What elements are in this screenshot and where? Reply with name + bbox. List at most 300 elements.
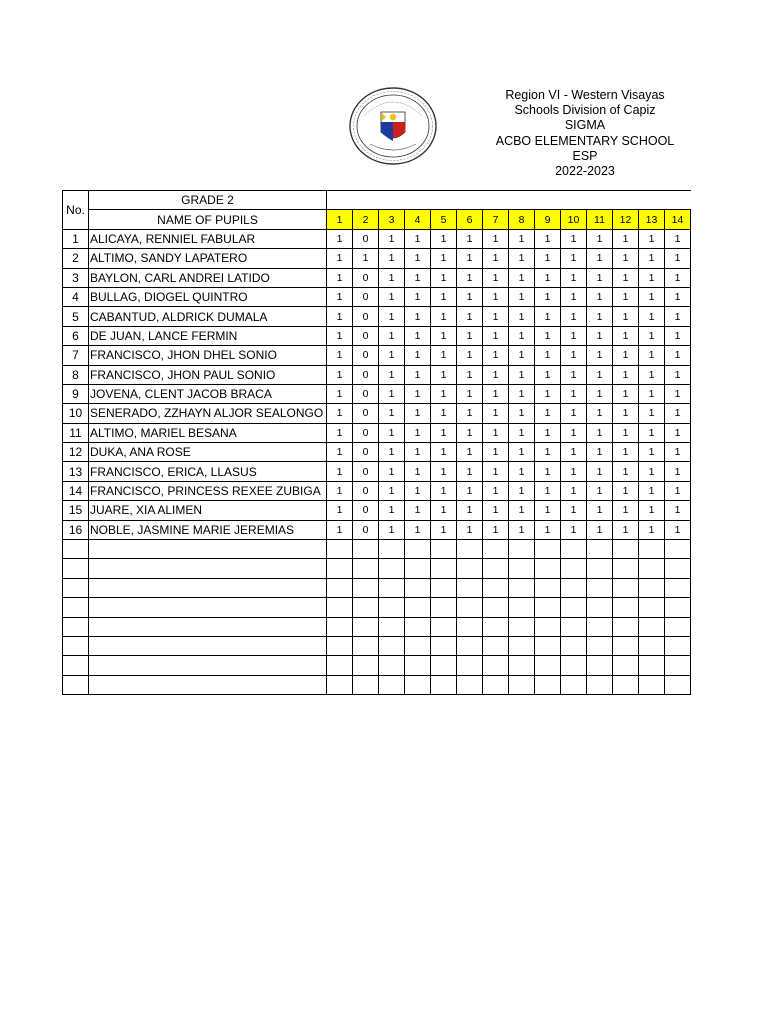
score-cell: 1 <box>509 423 535 442</box>
score-cell <box>613 617 639 636</box>
item-number-header: 12 <box>613 210 639 229</box>
score-cell: 0 <box>353 462 379 481</box>
score-cell: 1 <box>379 462 405 481</box>
score-cell <box>405 559 431 578</box>
score-cell <box>431 656 457 675</box>
score-cell <box>405 540 431 559</box>
score-cell: 1 <box>457 268 483 287</box>
score-cell <box>379 617 405 636</box>
pupil-row <box>63 423 691 442</box>
score-cell: 1 <box>483 307 509 326</box>
score-cell: 1 <box>405 326 431 345</box>
pupil-name: DE JUAN, LANCE FERMIN <box>89 326 327 345</box>
score-cell: 1 <box>613 501 639 520</box>
pupil-number: 16 <box>63 520 89 539</box>
score-cell: 1 <box>457 287 483 306</box>
pupil-number <box>63 617 89 636</box>
score-cell: 1 <box>613 307 639 326</box>
pupil-name: FRANCISCO, PRINCESS REXEE ZUBIGA <box>89 481 327 500</box>
score-cell: 0 <box>353 326 379 345</box>
pupil-row <box>63 578 691 597</box>
score-cell: 1 <box>483 346 509 365</box>
score-cell <box>353 617 379 636</box>
score-cell <box>561 656 587 675</box>
pupil-name <box>89 578 327 597</box>
pupil-number: 11 <box>63 423 89 442</box>
score-cell <box>431 617 457 636</box>
score-cell <box>431 598 457 617</box>
score-cell: 1 <box>457 481 483 500</box>
score-cell: 1 <box>535 268 561 287</box>
score-cell: 1 <box>561 423 587 442</box>
score-cell: 1 <box>561 501 587 520</box>
score-cell: 1 <box>665 443 691 462</box>
score-cell <box>509 598 535 617</box>
score-cell <box>457 598 483 617</box>
score-cell <box>561 617 587 636</box>
pupil-row <box>63 307 691 326</box>
score-cell: 1 <box>639 404 665 423</box>
score-cell <box>483 675 509 694</box>
score-cell <box>587 675 613 694</box>
score-cell <box>613 636 639 655</box>
score-cell <box>639 540 665 559</box>
score-cell: 1 <box>587 229 613 248</box>
pupil-number <box>63 675 89 694</box>
item-number-header: 4 <box>405 210 431 229</box>
score-cell: 1 <box>665 404 691 423</box>
score-cell: 1 <box>431 346 457 365</box>
score-cell: 1 <box>613 404 639 423</box>
pupil-row <box>63 268 691 287</box>
score-cell <box>353 598 379 617</box>
pupil-row <box>63 636 691 655</box>
score-cell: 0 <box>353 307 379 326</box>
score-cell: 1 <box>535 307 561 326</box>
item-number-header: 1 <box>327 210 353 229</box>
score-cell: 1 <box>561 249 587 268</box>
score-cell: 1 <box>639 384 665 403</box>
score-cell: 1 <box>639 307 665 326</box>
score-cell <box>587 617 613 636</box>
score-cell: 1 <box>405 307 431 326</box>
score-cell <box>353 636 379 655</box>
score-cell: 1 <box>639 268 665 287</box>
score-cell <box>457 540 483 559</box>
score-cell: 1 <box>665 384 691 403</box>
score-cell: 1 <box>379 287 405 306</box>
score-cell: 1 <box>405 365 431 384</box>
score-cell <box>665 675 691 694</box>
score-cell: 1 <box>587 307 613 326</box>
score-cell: 1 <box>639 287 665 306</box>
score-cell: 1 <box>509 384 535 403</box>
score-cell: 1 <box>613 443 639 462</box>
pupil-row <box>63 481 691 500</box>
pupil-row <box>63 520 691 539</box>
score-cell <box>327 598 353 617</box>
pupil-name <box>89 636 327 655</box>
score-cell: 1 <box>483 443 509 462</box>
score-cell: 1 <box>483 520 509 539</box>
score-cell: 1 <box>665 346 691 365</box>
score-cell: 1 <box>587 346 613 365</box>
score-cell <box>405 636 431 655</box>
score-cell: 1 <box>457 307 483 326</box>
score-cell: 1 <box>587 520 613 539</box>
score-cell <box>431 636 457 655</box>
score-cell: 1 <box>613 481 639 500</box>
score-cell: 1 <box>639 326 665 345</box>
score-cell <box>639 675 665 694</box>
score-cell: 1 <box>509 365 535 384</box>
score-cell: 1 <box>483 384 509 403</box>
score-cell <box>561 540 587 559</box>
pupil-number <box>63 559 89 578</box>
score-cell: 1 <box>639 229 665 248</box>
score-cell: 1 <box>613 268 639 287</box>
score-cell: 1 <box>327 326 353 345</box>
pupil-row <box>63 384 691 403</box>
score-cell: 1 <box>665 423 691 442</box>
score-cell <box>665 598 691 617</box>
pupil-name: ALTIMO, SANDY LAPATERO <box>89 249 327 268</box>
score-cell <box>327 540 353 559</box>
score-cell <box>639 617 665 636</box>
score-cell: 1 <box>327 365 353 384</box>
score-cell: 1 <box>405 346 431 365</box>
score-cell <box>613 540 639 559</box>
score-cell: 1 <box>561 404 587 423</box>
pupil-number: 13 <box>63 462 89 481</box>
score-cell: 1 <box>639 462 665 481</box>
deped-seal-logo <box>348 86 438 166</box>
score-cell: 1 <box>639 520 665 539</box>
score-cell <box>405 675 431 694</box>
score-cell: 1 <box>405 384 431 403</box>
score-cell: 1 <box>587 423 613 442</box>
score-cell <box>353 578 379 597</box>
score-cell: 1 <box>561 481 587 500</box>
score-cell: 1 <box>327 229 353 248</box>
score-cell: 1 <box>405 481 431 500</box>
score-cell: 1 <box>327 423 353 442</box>
score-cell: 1 <box>327 404 353 423</box>
pupil-row <box>63 346 691 365</box>
score-cell <box>535 540 561 559</box>
item-number-header: 7 <box>483 210 509 229</box>
score-cell: 1 <box>613 346 639 365</box>
score-cell: 1 <box>639 423 665 442</box>
pupil-number: 8 <box>63 365 89 384</box>
score-cell: 1 <box>431 520 457 539</box>
pupil-name: JUARE, XIA ALIMEN <box>89 501 327 520</box>
score-cell: 1 <box>665 268 691 287</box>
score-cell: 1 <box>379 249 405 268</box>
score-cell: 1 <box>379 326 405 345</box>
score-cell <box>431 675 457 694</box>
score-cell: 1 <box>483 249 509 268</box>
pupil-row <box>63 462 691 481</box>
score-cell: 1 <box>665 307 691 326</box>
score-cell: 1 <box>561 520 587 539</box>
score-cell: 1 <box>379 307 405 326</box>
score-cell <box>379 598 405 617</box>
score-cell: 1 <box>327 346 353 365</box>
score-cell <box>405 578 431 597</box>
score-cell: 1 <box>509 229 535 248</box>
header-division: Schools Division of Capiz <box>514 103 656 118</box>
score-cell: 1 <box>483 501 509 520</box>
score-cell: 1 <box>431 287 457 306</box>
score-cell: 1 <box>665 462 691 481</box>
score-sheet-table <box>62 190 691 695</box>
score-cell: 1 <box>379 268 405 287</box>
score-cell: 0 <box>353 520 379 539</box>
score-cell: 0 <box>353 384 379 403</box>
score-cell <box>483 578 509 597</box>
score-cell: 0 <box>353 481 379 500</box>
score-cell: 1 <box>665 501 691 520</box>
score-cell: 1 <box>535 481 561 500</box>
pupil-number <box>63 540 89 559</box>
score-cell: 1 <box>535 384 561 403</box>
score-cell: 1 <box>405 501 431 520</box>
pupil-name: DUKA, ANA ROSE <box>89 443 327 462</box>
score-cell: 1 <box>431 307 457 326</box>
pupil-row <box>63 287 691 306</box>
score-cell: 1 <box>665 365 691 384</box>
score-cell <box>535 617 561 636</box>
item-number-header: 9 <box>535 210 561 229</box>
score-cell <box>561 598 587 617</box>
score-cell: 1 <box>327 268 353 287</box>
score-cell: 1 <box>509 520 535 539</box>
score-cell: 1 <box>457 423 483 442</box>
score-cell: 1 <box>613 229 639 248</box>
score-cell: 1 <box>509 249 535 268</box>
score-cell: 1 <box>509 481 535 500</box>
score-cell: 1 <box>327 384 353 403</box>
score-cell <box>587 656 613 675</box>
header-subject: ESP <box>572 148 598 163</box>
score-cell <box>457 636 483 655</box>
score-cell <box>665 559 691 578</box>
score-cell: 1 <box>379 404 405 423</box>
score-cell <box>483 598 509 617</box>
pupil-name <box>89 540 327 559</box>
score-cell: 1 <box>613 384 639 403</box>
score-cell <box>613 675 639 694</box>
score-cell: 1 <box>509 462 535 481</box>
score-cell <box>327 559 353 578</box>
score-cell <box>431 540 457 559</box>
score-cell: 1 <box>639 501 665 520</box>
score-cell <box>509 559 535 578</box>
score-cell: 1 <box>405 249 431 268</box>
header-blank-area <box>327 191 691 210</box>
score-cell <box>379 540 405 559</box>
pupil-row <box>63 443 691 462</box>
score-cell: 1 <box>509 287 535 306</box>
score-cell: 1 <box>613 423 639 442</box>
score-cell: 1 <box>457 346 483 365</box>
score-cell <box>379 559 405 578</box>
score-cell: 1 <box>405 287 431 306</box>
score-cell: 1 <box>561 268 587 287</box>
score-cell: 1 <box>509 268 535 287</box>
pupil-row <box>63 249 691 268</box>
pupil-row <box>63 675 691 694</box>
score-cell: 1 <box>327 481 353 500</box>
score-cell: 1 <box>613 365 639 384</box>
score-cell: 1 <box>535 462 561 481</box>
score-cell: 1 <box>535 287 561 306</box>
score-cell <box>561 675 587 694</box>
score-cell: 1 <box>457 501 483 520</box>
item-number-header: 13 <box>639 210 665 229</box>
score-cell <box>327 578 353 597</box>
score-cell: 1 <box>457 404 483 423</box>
score-cell: 1 <box>483 268 509 287</box>
score-cell: 1 <box>535 326 561 345</box>
score-cell: 1 <box>535 404 561 423</box>
score-cell: 0 <box>353 501 379 520</box>
score-cell: 1 <box>587 365 613 384</box>
score-cell <box>327 675 353 694</box>
score-cell: 1 <box>327 443 353 462</box>
pupil-number <box>63 636 89 655</box>
score-cell <box>639 636 665 655</box>
score-cell: 0 <box>353 346 379 365</box>
score-cell: 1 <box>587 404 613 423</box>
score-cell <box>665 540 691 559</box>
score-cell: 1 <box>457 249 483 268</box>
score-cell: 1 <box>561 365 587 384</box>
score-cell <box>613 578 639 597</box>
item-number-header: 6 <box>457 210 483 229</box>
score-cell <box>457 578 483 597</box>
score-cell: 1 <box>379 443 405 462</box>
score-cell <box>509 675 535 694</box>
score-cell: 1 <box>431 481 457 500</box>
pupil-name <box>89 617 327 636</box>
pupil-row <box>63 617 691 636</box>
score-cell: 1 <box>639 249 665 268</box>
pupil-number <box>63 578 89 597</box>
score-cell <box>535 559 561 578</box>
score-cell <box>379 675 405 694</box>
pupil-name: FRANCISCO, ERICA, LLASUS <box>89 462 327 481</box>
score-cell: 1 <box>483 423 509 442</box>
score-cell: 0 <box>353 365 379 384</box>
score-cell: 1 <box>327 462 353 481</box>
score-cell: 1 <box>457 443 483 462</box>
score-cell <box>379 578 405 597</box>
score-cell: 0 <box>353 404 379 423</box>
score-cell: 1 <box>587 287 613 306</box>
no-header: No. <box>63 191 89 230</box>
pupil-number: 7 <box>63 346 89 365</box>
pupil-number: 4 <box>63 287 89 306</box>
score-cell: 1 <box>639 443 665 462</box>
pupil-row <box>63 598 691 617</box>
score-cell: 1 <box>535 423 561 442</box>
pupil-number: 2 <box>63 249 89 268</box>
header-school: ACBO ELEMENTARY SCHOOL <box>495 133 675 148</box>
item-number-header: 8 <box>509 210 535 229</box>
score-cell: 1 <box>405 268 431 287</box>
score-cell <box>587 598 613 617</box>
score-cell: 1 <box>327 249 353 268</box>
score-cell: 1 <box>509 326 535 345</box>
score-cell <box>561 578 587 597</box>
header-district: SIGMA <box>564 118 606 133</box>
score-cell <box>535 636 561 655</box>
score-cell: 1 <box>457 520 483 539</box>
score-cell <box>353 559 379 578</box>
score-cell: 1 <box>587 443 613 462</box>
score-cell: 1 <box>587 501 613 520</box>
score-cell <box>665 636 691 655</box>
score-cell: 1 <box>327 287 353 306</box>
score-cell <box>587 540 613 559</box>
pupil-number: 6 <box>63 326 89 345</box>
item-number-header: 2 <box>353 210 379 229</box>
score-cell: 1 <box>535 443 561 462</box>
score-cell: 1 <box>353 249 379 268</box>
score-cell: 1 <box>405 462 431 481</box>
score-cell <box>561 636 587 655</box>
pupil-name: NOBLE, JASMINE MARIE JEREMIAS <box>89 520 327 539</box>
score-cell <box>665 656 691 675</box>
score-cell <box>457 559 483 578</box>
pupil-row <box>63 501 691 520</box>
score-cell <box>639 559 665 578</box>
score-cell: 0 <box>353 229 379 248</box>
score-cell: 1 <box>561 287 587 306</box>
score-cell: 1 <box>639 346 665 365</box>
score-cell: 1 <box>613 462 639 481</box>
score-cell: 1 <box>457 365 483 384</box>
score-cell <box>379 636 405 655</box>
pupil-row <box>63 229 691 248</box>
score-cell: 1 <box>639 481 665 500</box>
score-cell: 1 <box>535 229 561 248</box>
score-cell: 1 <box>379 346 405 365</box>
score-cell <box>639 656 665 675</box>
pupil-name: BAYLON, CARL ANDREI LATIDO <box>89 268 327 287</box>
score-cell: 1 <box>561 384 587 403</box>
score-cell: 1 <box>431 462 457 481</box>
score-cell: 1 <box>405 443 431 462</box>
pupil-row <box>63 656 691 675</box>
score-cell: 1 <box>587 384 613 403</box>
score-cell <box>665 578 691 597</box>
pupil-number <box>63 656 89 675</box>
score-cell <box>509 617 535 636</box>
score-cell <box>509 540 535 559</box>
score-cell <box>535 656 561 675</box>
pupil-row <box>63 404 691 423</box>
score-cell: 1 <box>431 229 457 248</box>
school-header <box>480 88 690 179</box>
pupil-name: BULLAG, DIOGEL QUINTRO <box>89 287 327 306</box>
item-number-header: 10 <box>561 210 587 229</box>
pupil-number: 5 <box>63 307 89 326</box>
score-cell: 1 <box>509 443 535 462</box>
score-cell: 0 <box>353 287 379 306</box>
